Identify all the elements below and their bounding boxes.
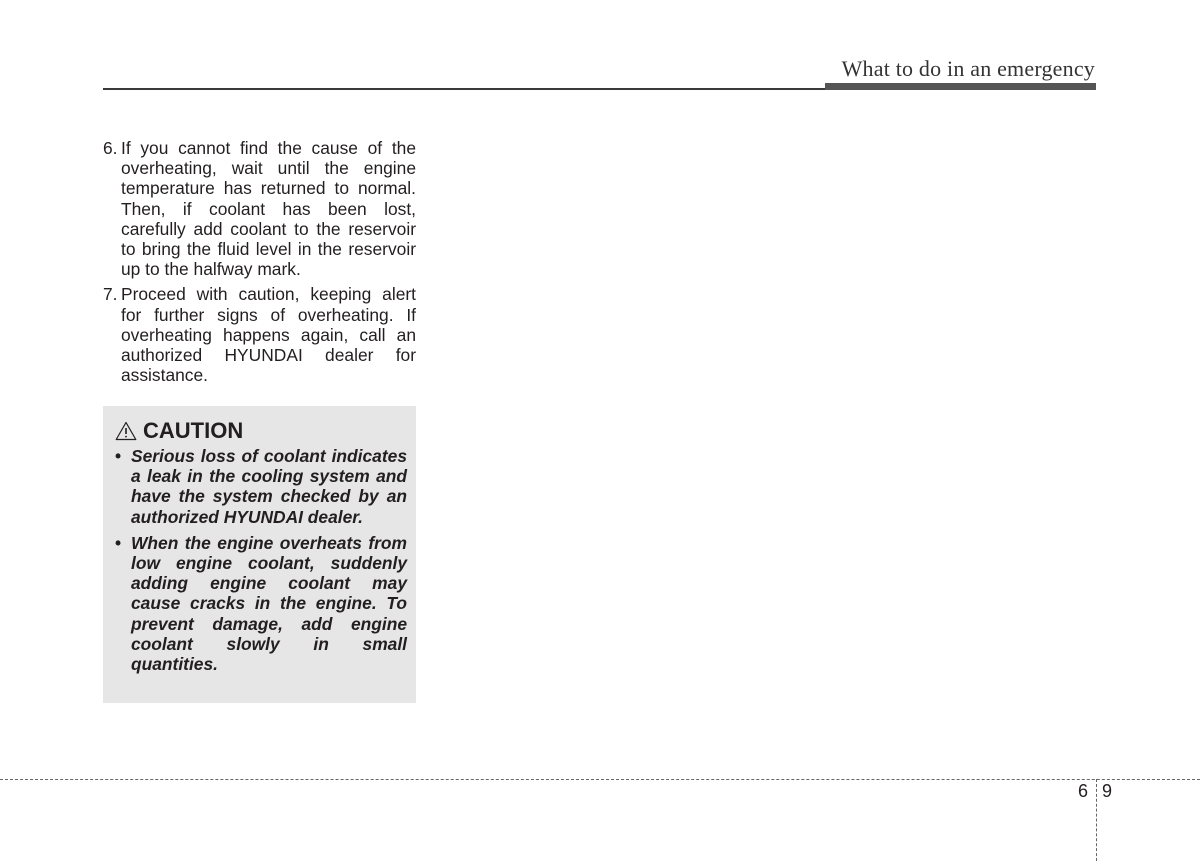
bullet: • (115, 446, 122, 466)
step-7 (103, 284, 416, 385)
step-text: Proceed with caution, keeping alert for further signs of overheating. If overheating happens again, call an authorized HYUNDAI dealer for assistance. (121, 284, 416, 386)
caution-heading (115, 418, 243, 444)
step-number: 6. (103, 138, 118, 158)
caution-item (113, 533, 407, 674)
step-text: If you cannot find the cause of the overheating, wait until the engine temperature has returned to normal. Then, if coolant has been lost, carefully add coolant to the reservoir to bring the fluid level in the reservoir up to the halfway mark. (121, 138, 416, 280)
caution-item (113, 446, 407, 527)
section-title: What to do in an emergency (841, 56, 1095, 81)
footer-divider (0, 779, 1200, 780)
page-number-divider (1096, 779, 1097, 861)
step-6 (103, 138, 416, 279)
caution-text: Serious loss of coolant indicates a leak in the cooling system and have the system checked by an authorized HYUNDAI dealer. (131, 446, 407, 527)
caution-text: When the engine overheats from low engine coolant, suddenly adding engine coolant may cause cracks in the engine. To prevent damage, add engine coolant slowly in small quantities. (131, 532, 407, 675)
page-number: 9 (1102, 781, 1113, 801)
header-rule-accent (825, 83, 1096, 90)
header-rule (103, 88, 825, 90)
caution-box (103, 406, 416, 703)
step-number: 7. (103, 284, 118, 305)
steps-list (103, 138, 416, 390)
caution-list (113, 446, 407, 680)
warning-triangle-icon (115, 421, 137, 441)
chapter-number: 6 (1078, 781, 1089, 801)
caution-label: CAUTION (143, 418, 244, 443)
bullet: • (115, 532, 122, 553)
